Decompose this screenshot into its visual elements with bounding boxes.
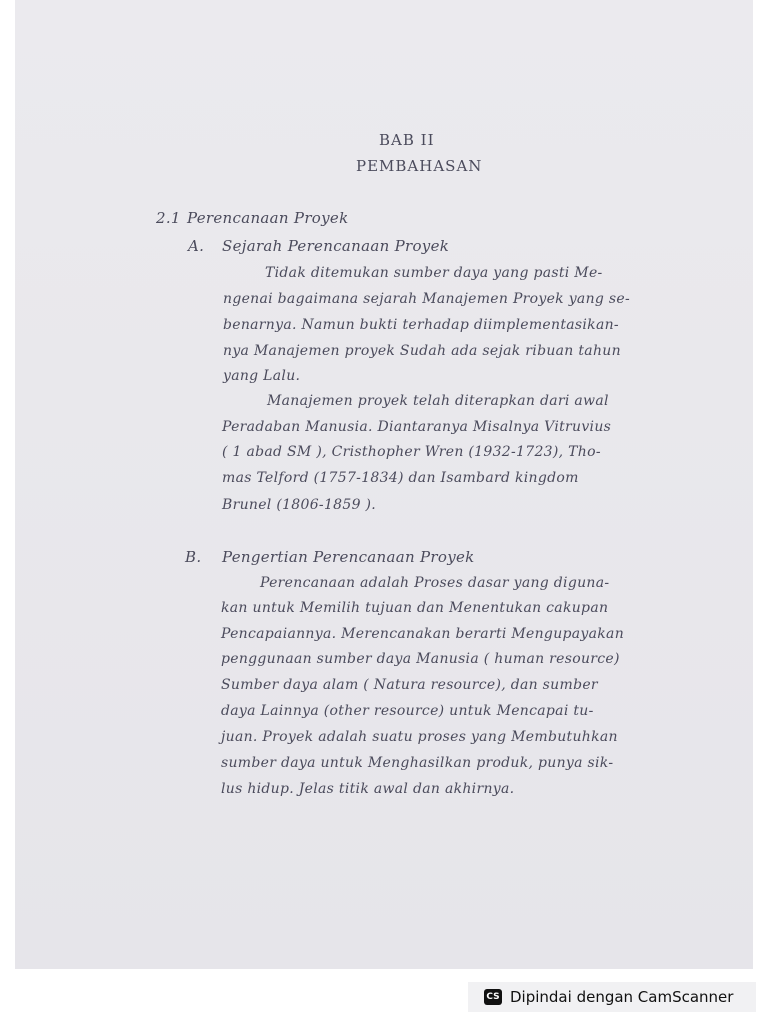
- body-line: Tidak ditemukan sumber daya yang pasti Me-: [265, 265, 603, 281]
- body-line: nya Manajemen proyek Sudah ada sejak ribuan tahun: [223, 343, 621, 359]
- body-line: Sumber daya alam ( Natura resource), dan sumber: [221, 677, 598, 693]
- body-line: Perencanaan adalah Proses dasar yang diguna-: [260, 575, 610, 591]
- body-line: mas Telford (1757-1834) dan Isambard kingdom: [222, 470, 579, 486]
- camscanner-watermark: [468, 982, 756, 1012]
- body-line: lus hidup. Jelas titik awal dan akhirnya.: [221, 781, 515, 797]
- body-line: ( 1 abad SM ), Cristhopher Wren (1932-1723), Tho-: [222, 444, 601, 460]
- body-line: Pencapaiannya. Merencanakan berarti Mengupayakan: [221, 626, 625, 642]
- camscanner-logo-icon: CS: [484, 989, 502, 1005]
- subsection-b-title: Pengertian Perencanaan Proyek: [222, 548, 475, 566]
- chapter-number: BAB II: [379, 131, 435, 149]
- body-line: penggunaan sumber daya Manusia ( human resource): [221, 651, 620, 667]
- body-line: kan untuk Memilih tujuan dan Menentukan cakupan: [221, 600, 609, 616]
- body-line: yang Lalu.: [223, 368, 301, 384]
- watermark-text: Dipindai dengan CamScanner: [510, 988, 734, 1006]
- body-line: benarnya. Namun bukti terhadap diimplementasikan-: [223, 317, 619, 333]
- body-line: ngenai bagaimana sejarah Manajemen Proyek yang se-: [223, 291, 630, 307]
- body-line: Brunel (1806-1859 ).: [222, 497, 377, 513]
- section-title: Perencanaan Proyek: [187, 209, 349, 227]
- subsection-a-label: A.: [188, 237, 205, 255]
- subsection-a-title: Sejarah Perencanaan Proyek: [222, 237, 450, 255]
- body-line: Peradaban Manusia. Diantaranya Misalnya Vitruvius: [222, 419, 612, 435]
- chapter-title: PEMBAHASAN: [356, 157, 483, 175]
- body-line: sumber daya untuk Menghasilkan produk, punya sik-: [221, 755, 614, 771]
- scanned-page: [15, 0, 753, 969]
- body-line: daya Lainnya (other resource) untuk Mencapai tu-: [221, 703, 594, 719]
- subsection-b-label: B.: [185, 548, 202, 566]
- section-number: 2.1: [156, 209, 181, 227]
- body-line: juan. Proyek adalah suatu proses yang Membutuhkan: [221, 729, 618, 745]
- body-line: Manajemen proyek telah diterapkan dari awal: [267, 393, 609, 409]
